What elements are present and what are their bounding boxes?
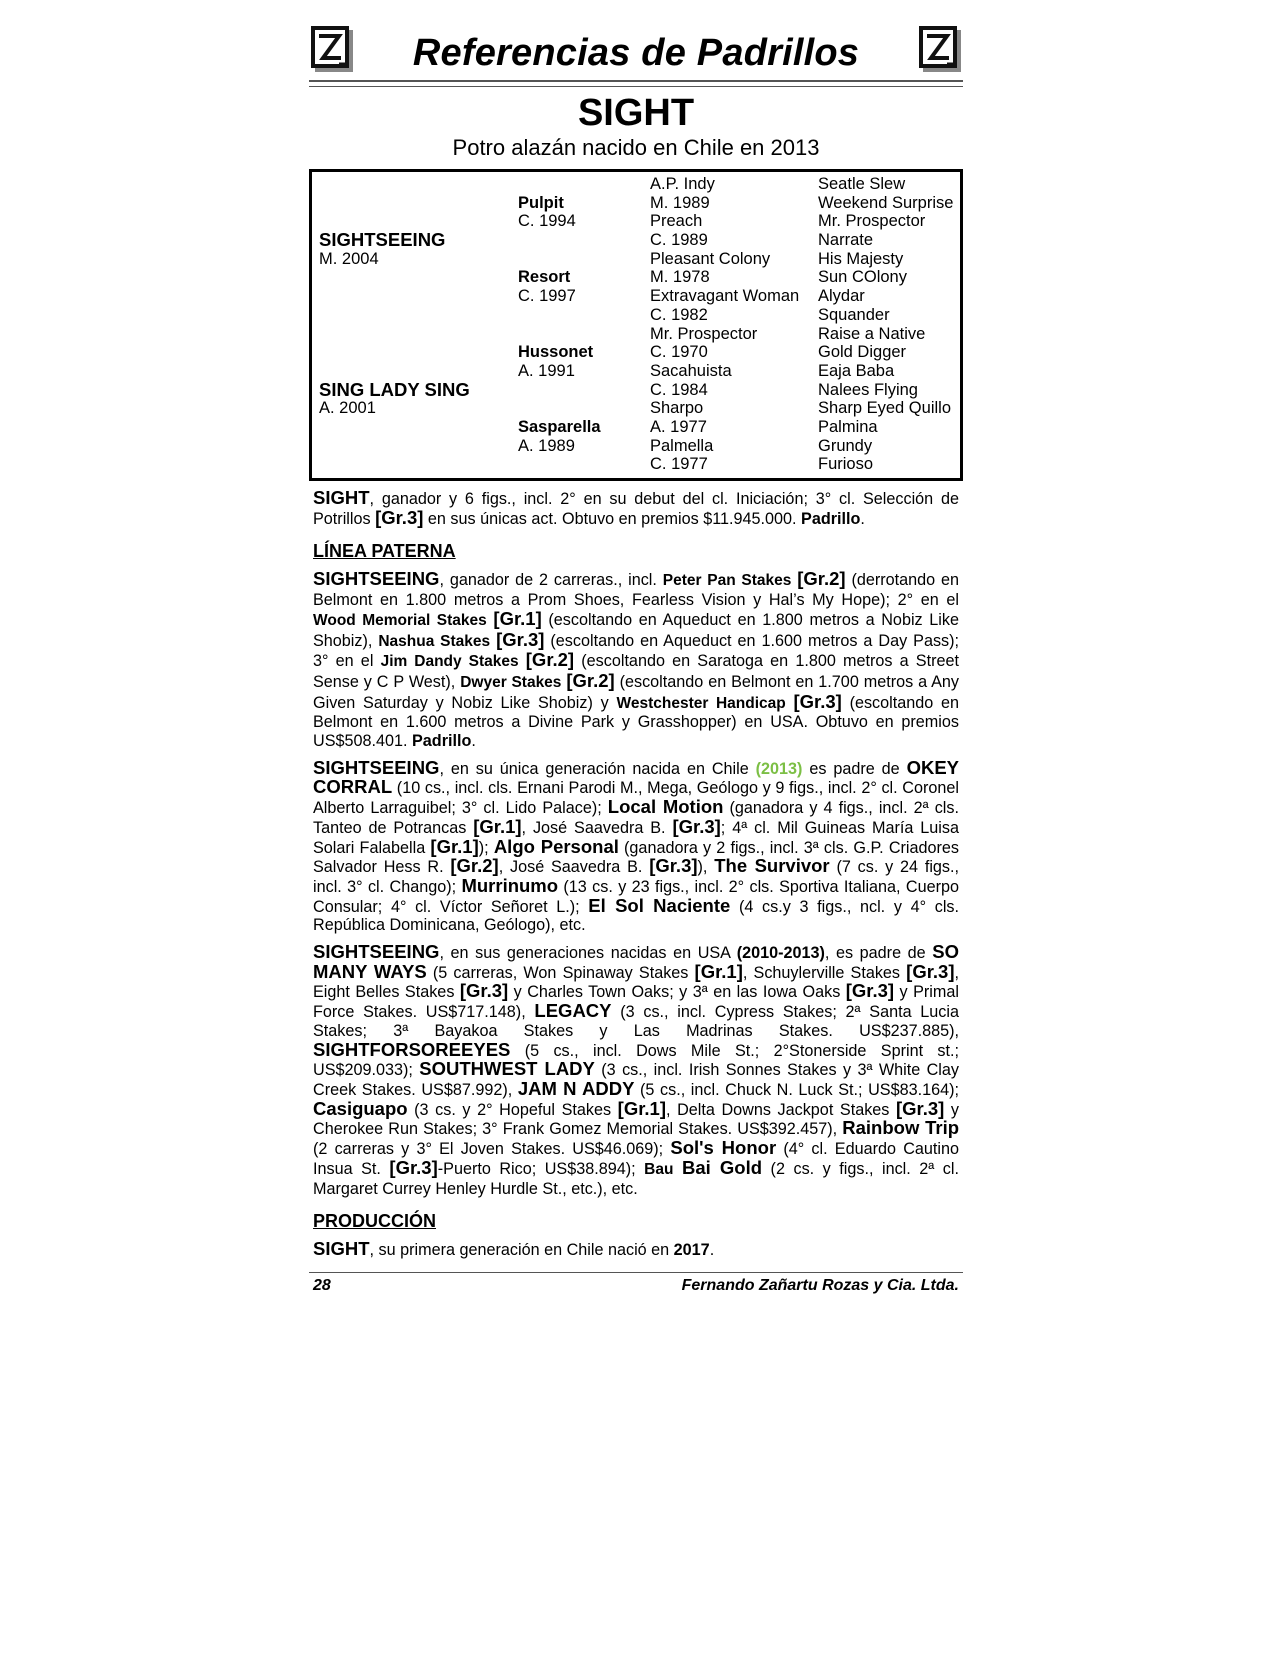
grandparent-name: Sasparella xyxy=(518,417,601,436)
pedigree-col-parents xyxy=(319,175,470,474)
race-record-paragraph: SIGHT, ganador y 6 figs., incl. 2° en su debut del cl. Iniciación; 3° cl. Selección de Potrillos [Gr.3] en sus únicas act. Obtuvo en premios $11.945.000. Padrillo. xyxy=(313,487,959,528)
content xyxy=(309,489,963,1260)
header xyxy=(309,22,963,80)
usa-progeny-paragraph: SIGHTSEEING, en sus generaciones nacidas en USA (2010-2013), es padre de SO MANY WAYS (5 carreras, Won Spinaway Stakes [Gr.1], Schuylerville Stakes [Gr.3], Eight Belles Stakes [Gr.3] y Charles Town Oaks; y 3ª en las Iowa Oaks [Gr.3] y Primal Force Stakes. US$717.148), LEGACY (3 cs., incl. Cypress Stakes; 2ª Santa Lucia Stakes; 3ª Bayakoa Stakes y Las Madrinas Stakes. US$237.885), SIGHTFORSOREEYES (5 cs., incl. Dows Mile St.; 2°Stonerside Sprint st.; US$209.033); SOUTHWEST LADY (3 cs., incl. Irish Sonnes Stakes y 3ª White Clay Creek Stakes. US$87.992), JAM N ADDY (5 cs., incl. Chuck N. Luck St.; US$83.164); Casiguapo (3 cs. y 2° Hopeful Stakes [Gr.1], Delta Downs Jackpot Stakes [Gr.3] y Cherokee Run Stakes; 3° Frank Gomez Memorial Stakes. US$392.457), Rainbow Trip (2 carreras y 3° El Joven Stakes. US$46.069); Sol's Honor (4° cl. Eduardo Cautino Insua St. [Gr.3]-Puerto Rico; US$38.894); Bau Bai Gold (2 cs. y figs., incl. 2ª cl. Margaret Currey Henley Hurdle St., etc.), etc. xyxy=(313,941,960,1198)
pedigree-col-great-grandparents: A.P. Indy M. 1989 Preach C. 1989 Pleasant Colony M. 1978 Extravagant Woman C. 1982 Mr. Prospector C. 1970 Sacahuista C. 1984 Sharpo A. 1977 Palmella C. 1977 xyxy=(650,175,800,474)
horse-name: SIGHT xyxy=(577,92,695,134)
footer xyxy=(309,1273,963,1297)
dam-name: SING LADY SING xyxy=(319,378,470,400)
section-produccion: PRODUCCIÓN xyxy=(313,1211,437,1232)
grandparent-name: Pulpit xyxy=(518,193,564,212)
sire-record-paragraph: SIGHTSEEING, ganador de 2 carreras., incl. Peter Pan Stakes [Gr.2] (derrotando en Belmont en 1.800 metros a Prom Shoes, Fearless Vision y Hal’s My Hope); 2° en el Wood Memorial Stakes [Gr.1] (escoltando en Aqueduct en 1.800 metros a Nobiz Like Shobiz), Nashua Stakes [Gr.3] (escoltando en Aqueduct en 1.600 metros a Day Pass); 3° en el Jim Dandy Stakes [Gr.2] (escoltando en Saratoga en 1.800 metros a Street Sense y C P West), Dwyer Stakes [Gr.2] (escoltando en Belmont en 1.700 metros a Any Given Saturday y Nobiz Like Shobiz) y Westchester Handicap [Gr.3] (escoltando en Belmont en 1.600 metros a Divine Park y Grasshopper) en USA. Obtuvo en premios US$508.401. Padrillo. xyxy=(313,568,960,751)
sire-year: M. 2004 xyxy=(319,249,379,268)
company-name: Fernando Zañartu Rozas y Cia. Ltda. xyxy=(681,1276,959,1294)
sire-name: SIGHTSEEING xyxy=(319,229,446,251)
page xyxy=(309,22,963,1297)
pedigree-table xyxy=(309,169,963,481)
page-number: 28 xyxy=(313,1276,331,1294)
header-title: Referencias de Padrillos xyxy=(412,32,860,74)
dam-year: A. 2001 xyxy=(319,399,376,418)
zr-monogram-logo-icon xyxy=(917,24,963,74)
pedigree-col-grandparents: Pulpit C. 1994 Resort C. 1997 Hussonet A. 1991 Sasparella A. 1989 xyxy=(518,193,601,455)
grandparent-name: Hussonet xyxy=(518,343,594,362)
grandparent-name: Resort xyxy=(518,268,571,287)
pedigree-col-ancestors: Seatle Slew Weekend Surprise Mr. Prospector Narrate His Majesty Sun COlony Alydar Squander Raise a Native Gold Digger Eaja Baba Nalees Flying Sharp Eyed Quillo Palmina Grundy Furioso xyxy=(818,175,954,474)
chile-progeny-paragraph: SIGHTSEEING, en su única generación nacida en Chile (2013) es padre de OKEY CORRAL (10 cs., incl. cls. Ernani Parodi M., Mega, Geólogo y 9 figs., incl. 2° cl. Coronel Alberto Larraguibel; 3° cl. Lido Palace); Local Motion (ganadora y 4 figs., incl. 2ª cls. Tanteo de Potrancas [Gr.1], José Saavedra B. [Gr.3]; 4ª cl. Mil Guineas María Luisa Solari Falabella [Gr.1]); Algo Personal (ganadora y 2 figs., incl. 3ª cls. G.P. Criadores Salvador Hess R. [Gr.2], José Saavedra B. [Gr.3]), The Survivor (7 cs. y 24 figs., incl. 3° cl. Chango); Murrinumo (13 cs. y 23 figs., incl. 2° cls. Sportiva Italiana, Cuerpo Consular; 4° cl. Víctor Señoret L.); El Sol Naciente (4 cs.y 3 figs., ncl. y 4° cls. República Dominicana, Geólogo), etc. xyxy=(313,756,960,935)
section-linea-paterna: LÍNEA PATERNA xyxy=(313,541,456,562)
production-paragraph: SIGHT, su primera generación en Chile nació en 2017. xyxy=(313,1238,715,1260)
header-divider xyxy=(309,80,963,87)
horse-description: Potro alazán nacido en Chile en 2013 xyxy=(452,135,820,160)
